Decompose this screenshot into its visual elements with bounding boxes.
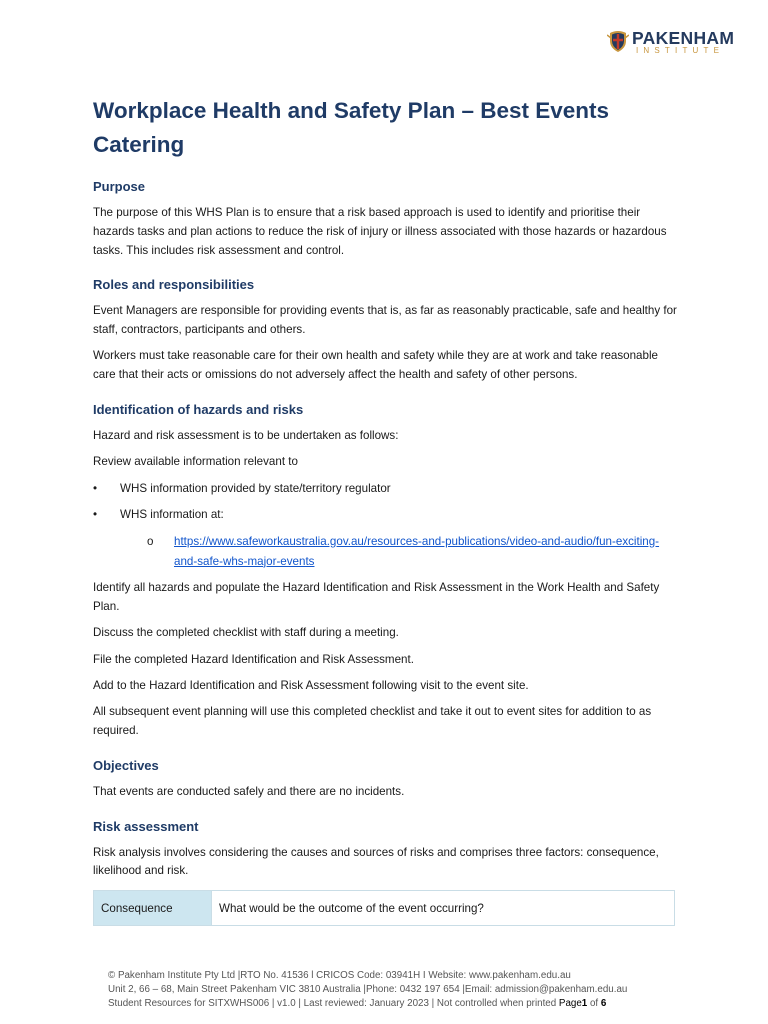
hazards-heading: Identification of hazards and risks bbox=[93, 402, 304, 418]
objectives-heading: Objectives bbox=[93, 757, 159, 773]
footer-copyright: © Pakenham Institute Pty Ltd |RTO No. 41536 l CRICOS Code: 03941H I Website: www.pakenham.edu.au bbox=[108, 970, 571, 981]
table-cell-label: Consequence bbox=[94, 891, 212, 926]
list-item bbox=[147, 532, 677, 572]
footer-resources: Student Resources for SITXWHS006 | v1.0 | Last reviewed: January 2023 | Not controlled when printed bbox=[108, 998, 559, 1009]
hazards-paragraph: Review available information relevant to bbox=[93, 455, 298, 469]
purpose-heading: Purpose bbox=[93, 179, 146, 194]
roles-heading: Roles and responsibilities bbox=[93, 277, 255, 293]
hazards-paragraph: Identify all hazards and populate the Hazard Identification and Risk Assessment in the Work Health and Safety Plan. bbox=[93, 581, 660, 614]
page-of: of bbox=[587, 998, 601, 1009]
page-total: 6 bbox=[600, 998, 607, 1009]
risk-assessment-text: Risk analysis involves considering the causes and sources of risks and comprises three factors: consequence, likelihood and risk. bbox=[93, 845, 659, 878]
page-number: 1 bbox=[581, 998, 588, 1009]
hazards-paragraph: File the completed Hazard Identification and Risk Assessment. bbox=[93, 652, 414, 666]
roles-paragraph: Event Managers are responsible for providing events that is, as far as reasonably practicable, safe and healthy for staff, contractors, participants and others. bbox=[93, 304, 677, 337]
hazards-paragraph: All subsequent event planning will use this completed checklist and take it out to event sites for addition to as required. bbox=[93, 705, 652, 738]
page-word: Page bbox=[558, 998, 582, 1009]
hazards-paragraph: Discuss the completed checklist with staff during a meeting. bbox=[93, 626, 399, 640]
hazards-paragraph: Hazard and risk assessment is to be undertaken as follows: bbox=[93, 429, 399, 443]
risk-assessment-heading: Risk assessment bbox=[93, 818, 199, 834]
hazards-sub-list bbox=[147, 532, 677, 572]
table-row bbox=[94, 891, 675, 926]
document-title: Workplace Health and Safety Plan – Best Events Catering bbox=[93, 98, 610, 157]
table-cell-value: What would be the outcome of the event occurring? bbox=[212, 891, 675, 926]
footer-document-info bbox=[108, 997, 708, 1011]
document-body bbox=[93, 94, 677, 926]
risk-table bbox=[93, 890, 675, 926]
roles-paragraph: Workers must take reasonable care for their own health and safety while they are at work and take reasonable care that their acts or omissions do not adversely affect the health and safety of other persons. bbox=[93, 349, 658, 382]
list-item-text: WHS information at: bbox=[120, 507, 224, 521]
list-item bbox=[93, 506, 677, 572]
footer-address: Unit 2, 66 – 68, Main Street Pakenham VIC 3810 Australia |Phone: 0432 197 654 |Email: admission@pakenham.edu.au bbox=[108, 984, 628, 995]
hazards-bullet-list bbox=[93, 480, 677, 572]
shield-crest-icon bbox=[607, 29, 629, 53]
objectives-text: That events are conducted safely and there are no incidents. bbox=[93, 784, 405, 798]
page-footer bbox=[108, 969, 708, 1011]
pakenham-logo bbox=[607, 27, 742, 57]
safework-australia-link[interactable]: https://www.safeworkaustralia.gov.au/resources-and-publications/video-and-audio/fun-exciting-and-safe-whs-major-events bbox=[174, 534, 660, 568]
hazards-paragraph: Add to the Hazard Identification and Risk Assessment following visit to the event site. bbox=[93, 678, 529, 692]
list-item: • WHS information provided by state/territory regulator bbox=[93, 480, 677, 499]
logo-name: PAKENHAM bbox=[632, 28, 735, 48]
logo-subtitle: INSTITUTE bbox=[636, 46, 725, 55]
purpose-text: The purpose of this WHS Plan is to ensure that a risk based approach is used to identify and prioritise their hazards tasks and plan actions to reduce the risk of injury or illness associated with those hazards or hazardous tasks. This includes risk assessment and control. bbox=[93, 206, 667, 257]
